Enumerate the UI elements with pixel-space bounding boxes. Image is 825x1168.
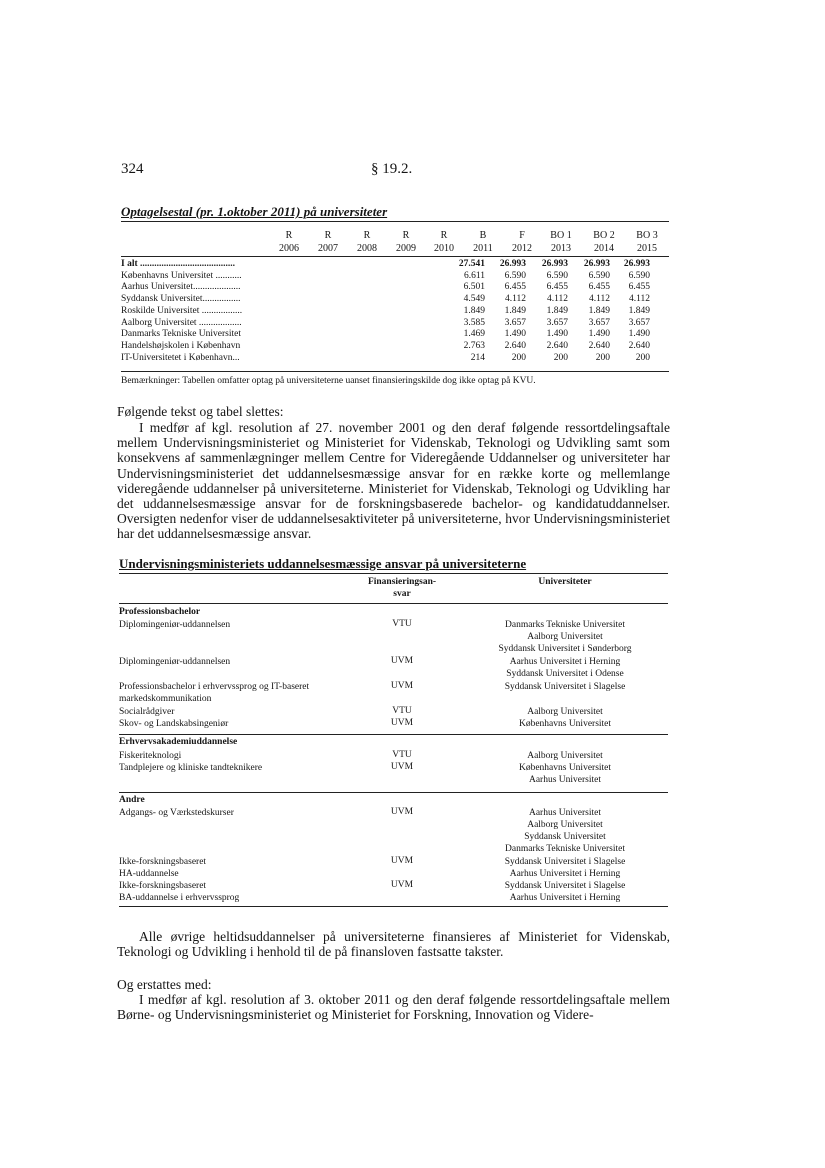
row-name: Fiskeriteknologi — [119, 751, 182, 761]
row-name: Diplomingeniør-uddannelsen — [119, 657, 231, 667]
column-type: BO 3 — [636, 230, 658, 241]
column-year: 2007 — [318, 243, 338, 254]
column-year: 2014 — [594, 243, 614, 254]
university-name: Københavns Universitet — [518, 763, 612, 773]
row-financing: UVM — [390, 807, 414, 817]
table1-cell: 3.657 — [588, 317, 610, 328]
table1-cell: 2.640 — [504, 340, 526, 351]
table1-cell: 1.849 — [504, 305, 526, 316]
table1-header-rule — [121, 256, 669, 257]
table1-column-header — [425, 229, 463, 255]
table1-cell: 3.657 — [504, 317, 526, 328]
table1-column-header — [387, 229, 425, 255]
table1-cell: 26.993 — [499, 259, 526, 269]
row-name: Diplomingeniør-uddannelsen — [119, 620, 231, 630]
column-year: 2013 — [551, 243, 571, 254]
university-name: Danmarks Tekniske Universitet — [505, 844, 625, 854]
paragraph-new-text: I medfør af kgl. resolution af 3. oktober 2011 og den deraf følgende ressortdelingsaftale mellem Børne- og Undervisningsministeriet og Ministeriet for Forskning, Innovation og Videre- — [117, 992, 670, 1023]
row-financing: UVM — [390, 880, 414, 890]
header-financing-line1: Finansieringsan- — [367, 577, 437, 587]
row-name-line1: Ikke-forskningsbaseret — [119, 857, 207, 867]
university-name: Syddansk Universitet i Slagelse — [504, 682, 626, 692]
table1-cell: 6.455 — [504, 282, 526, 293]
column-type: B — [479, 230, 487, 241]
column-type: R — [285, 230, 293, 241]
row-universities — [460, 880, 670, 904]
table1-bottom-rule — [121, 371, 669, 372]
row-name — [119, 681, 309, 705]
table1-cell: 26.993 — [541, 259, 568, 269]
row-universities — [460, 856, 670, 880]
table1-cell: 4.549 — [463, 294, 485, 305]
table1-column-header — [585, 229, 623, 255]
group-rule — [119, 792, 668, 793]
university-name: Aarhus Universitet i Herning — [509, 893, 621, 903]
table1-cell: 26.993 — [583, 259, 610, 269]
group-rule — [119, 734, 668, 735]
table1-cell: 27.541 — [458, 259, 485, 269]
group-erhvervsakademi: Erhvervsakademiuddannelse — [119, 737, 238, 747]
university-name: Aarhus Universitet — [528, 808, 602, 818]
column-type: BO 1 — [550, 230, 572, 241]
group-professionsbachelor: Professionsbachelor — [119, 607, 201, 617]
row-financing: VTU — [392, 619, 412, 629]
column-year: 2012 — [512, 243, 532, 254]
table1-cell: 214 — [470, 352, 485, 363]
table1-cell: 3.585 — [463, 317, 485, 328]
row-universities — [460, 681, 670, 693]
table1-cell: 1.849 — [463, 305, 485, 316]
table2-bottom-rule — [119, 906, 668, 907]
table1-cell: 200 — [553, 352, 568, 363]
table1-cell: 6.611 — [463, 270, 485, 281]
table1-cell: 6.590 — [504, 270, 526, 281]
table1-row-label: Københavns Universitet ........... — [121, 270, 242, 281]
paragraph-financing — [117, 929, 670, 959]
column-year: 2009 — [396, 243, 416, 254]
table1-cell: 4.112 — [546, 294, 568, 305]
table2-header-universities: Universiteter — [538, 577, 592, 587]
table1-column-header — [309, 229, 347, 255]
row-financing: UVM — [390, 718, 414, 728]
university-name: Aalborg Universitet — [527, 820, 603, 830]
university-name: Aarhus Universitet i Herning — [509, 869, 621, 879]
university-name: Syddansk Universitet i Sønderborg — [498, 644, 632, 654]
table1-row-label: Roskilde Universitet ................. — [121, 305, 243, 316]
table1-cell: 6.455 — [588, 282, 610, 293]
replace-intro: Og erstattes med: — [117, 977, 212, 992]
table1-cell: 3.657 — [628, 317, 650, 328]
row-name-line2: markedskommunikation — [119, 694, 212, 704]
table1-cell: 26.993 — [623, 259, 650, 269]
row-financing: UVM — [390, 856, 414, 866]
row-financing: VTU — [392, 706, 412, 716]
row-financing: UVM — [390, 762, 414, 772]
row-financing: UVM — [390, 656, 414, 666]
row-name-line1: Professionsbachelor i erhvervssprog og IT-baseret — [119, 682, 310, 692]
column-type: R — [363, 230, 371, 241]
university-name: Aalborg Universitet — [527, 632, 603, 642]
paragraph-old — [117, 420, 670, 542]
table1-column-header — [628, 229, 666, 255]
row-universities — [460, 762, 670, 786]
column-type: R — [324, 230, 332, 241]
table1-column-header — [542, 229, 580, 255]
table1-column-header — [503, 229, 541, 255]
group-andre: Andre — [119, 795, 145, 805]
table1-cell: 6.590 — [588, 270, 610, 281]
table1-row-label: Handelshøjskolen i København — [121, 340, 241, 351]
table1-cell: 3.657 — [546, 317, 568, 328]
row-name: Adgangs- og Værkstedskurser — [119, 808, 234, 818]
paragraph-old-text: I medfør af kgl. resolution af 27. november 2001 og den deraf følgende ressortdelingsaftale mellem Undervisningsministeriet og Ministeriet for Videnskab, Teknologi og Udvikling samt som konsekvens af sammenlægninger mellem Centre for Videregående Uddannelser og universiteter har Undervisningsministeriet det uddannelsesmæssige ansvar for en række korte og mellemlange videregående uddannelser på universiteterne. Ministeriet for Videnskab, Teknologi og Udvikling har det uddannelsesmæssige ansvar for de forskningsbaserede bachelor- og kandidatuddannelser. Oversigten nedenfor viser de uddannelsesaktiviteter på universiteterne, hvor Undervisningsministeriet har det uddannelsesmæssige ansvar. — [117, 420, 670, 542]
table1-cell: 1.849 — [546, 305, 568, 316]
table1-cell: 1.490 — [546, 329, 568, 340]
table1-column-header — [348, 229, 386, 255]
column-year: 2015 — [637, 243, 657, 254]
row-name-line2: HA-uddannelse — [119, 869, 179, 879]
table1-column-header — [270, 229, 308, 255]
university-name: Aarhus Universitet i Herning — [509, 657, 621, 667]
table1-cell: 200 — [511, 352, 526, 363]
table1-cell: 1.490 — [628, 329, 650, 340]
column-type: R — [440, 230, 448, 241]
column-type: F — [519, 230, 525, 241]
row-name: Tandplejere og kliniske tandteknikere — [119, 763, 263, 773]
row-name — [119, 856, 206, 880]
column-year: 2006 — [279, 243, 299, 254]
table2-title: Undervisningsministeriets uddannelsesmæssige ansvar på universiteterne — [119, 556, 527, 571]
column-year: 2008 — [357, 243, 377, 254]
column-year: 2011 — [473, 243, 493, 254]
row-universities — [460, 718, 670, 730]
row-financing: UVM — [390, 681, 414, 691]
table1-cell: 1.490 — [588, 329, 610, 340]
table1-title: Optagelsestal (pr. 1.oktober 2011) på universiteter — [121, 204, 388, 219]
university-name: Aarhus Universitet — [528, 775, 602, 785]
paragraph-new — [117, 992, 670, 1022]
delete-intro: Følgende tekst og tabel slettes: — [117, 404, 284, 419]
page-number: 324 — [121, 161, 144, 177]
table1-cell: 6.590 — [546, 270, 568, 281]
header-financing-line2: svar — [393, 589, 411, 599]
university-name: Danmarks Tekniske Universitet — [505, 620, 625, 630]
table1-cell: 4.112 — [628, 294, 650, 305]
university-name: Syddansk Universitet i Odense — [506, 669, 624, 679]
table1-row-label: Syddansk Universitet................ — [121, 294, 241, 305]
table1-column-header — [464, 229, 502, 255]
table1-cell: 200 — [635, 352, 650, 363]
row-universities — [460, 706, 670, 718]
paragraph-financing-text: Alle øvrige heltidsuddannelser på universiteterne finansieres af Ministeriet for Videnskab, Teknologi og Udvikling i henhold til de på finansloven fastsatte takster. — [117, 929, 670, 960]
table1-cell: 1.469 — [463, 329, 485, 340]
row-name: Skov- og Landskabsingeniør — [119, 719, 229, 729]
row-name — [119, 880, 239, 904]
table1-cell: 6.455 — [546, 282, 568, 293]
table1-cell: 6.455 — [628, 282, 650, 293]
table1-top-rule — [121, 221, 669, 222]
table1-cell: 4.112 — [504, 294, 526, 305]
table1-cell: 2.640 — [628, 340, 650, 351]
table1-row-label: Aalborg Universitet .................. — [121, 317, 242, 328]
row-name-line1: Ikke-forskningsbaseret — [119, 881, 207, 891]
table1-cell: 200 — [595, 352, 610, 363]
row-name: Socialrådgiver — [119, 707, 175, 717]
table1-cell: 4.112 — [588, 294, 610, 305]
row-universities — [460, 656, 670, 680]
table1-cell: 2.763 — [463, 340, 485, 351]
row-name-line2: BA-uddannelse i erhvervssprog — [119, 893, 240, 903]
university-name: Aalborg Universitet — [527, 751, 603, 761]
table2-header-financing — [360, 576, 444, 600]
table1-cell: 6.590 — [628, 270, 650, 281]
table1-cell: 2.640 — [546, 340, 568, 351]
table1-cell: 1.490 — [504, 329, 526, 340]
row-universities — [460, 619, 670, 655]
row-universities — [460, 750, 670, 762]
university-name: Syddansk Universitet i Slagelse — [504, 857, 626, 867]
column-type: R — [402, 230, 410, 241]
table1-row-label: Danmarks Tekniske Universitet — [121, 329, 241, 340]
university-name: Københavns Universitet — [518, 719, 612, 729]
table1-row-label: IT-Universitetet i København... — [121, 352, 240, 363]
column-year: 2010 — [434, 243, 454, 254]
table1-row-label: Aarhus Universitet.................... — [121, 282, 241, 293]
table2-top-rule — [119, 573, 668, 574]
row-financing: VTU — [392, 750, 412, 760]
table1-cell: 2.640 — [588, 340, 610, 351]
section-reference: § 19.2. — [371, 161, 413, 177]
table1-row-label: I alt ........................................ — [121, 259, 235, 269]
table1-cell: 6.501 — [463, 282, 485, 293]
table1-cell: 1.849 — [628, 305, 650, 316]
column-type: BO 2 — [593, 230, 615, 241]
university-name: Syddansk Universitet — [524, 832, 606, 842]
university-name: Syddansk Universitet i Slagelse — [504, 881, 626, 891]
table1-note: Bemærkninger: Tabellen omfatter optag på universiteterne uanset finansieringskilde dog ikke optag på KVU. — [121, 376, 536, 386]
table1-cell: 1.849 — [588, 305, 610, 316]
table2-header-rule — [119, 603, 668, 604]
university-name: Aalborg Universitet — [527, 707, 603, 717]
row-universities — [460, 807, 670, 855]
